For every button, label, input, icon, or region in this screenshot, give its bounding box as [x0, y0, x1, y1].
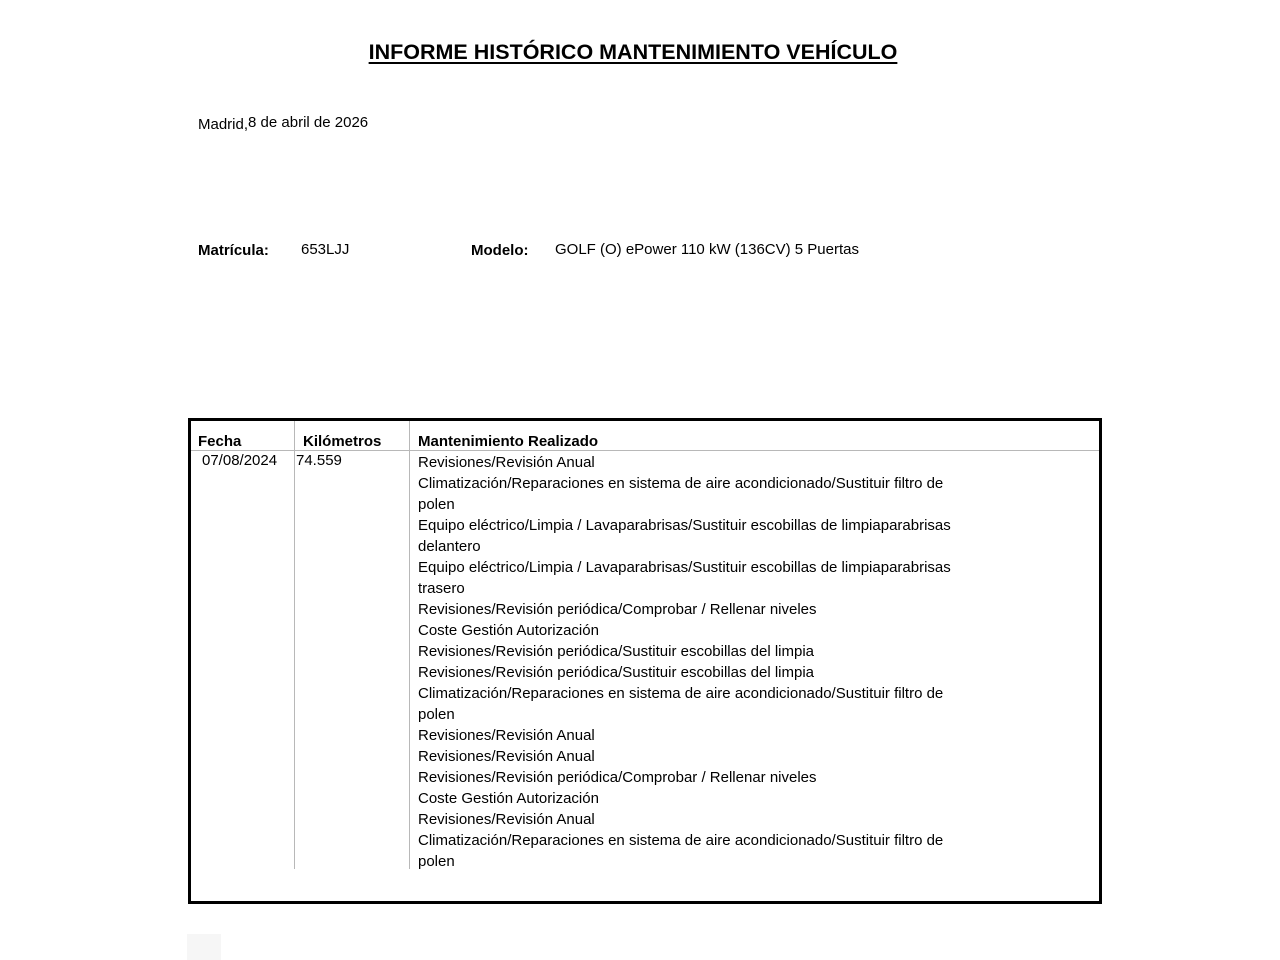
maintenance-line: delantero [418, 538, 481, 555]
column-header-date: Fecha [198, 433, 242, 450]
maintenance-line: Climatización/Reparaciones en sistema de aire acondicionado/Sustituir filtro de [418, 685, 944, 702]
maintenance-line: Revisiones/Revisión periódica/Comprobar / Rellenar niveles [418, 769, 817, 786]
model-value: GOLF (O) ePower 110 kW (136CV) 5 Puertas [555, 241, 859, 258]
maintenance-line: polen [418, 853, 455, 870]
maintenance-line: Climatización/Reparaciones en sistema de aire acondicionado/Sustituir filtro de [418, 475, 944, 492]
maintenance-table [188, 418, 1102, 904]
table-header-divider [191, 450, 1099, 451]
column-header-km: Kilómetros [303, 433, 382, 450]
maintenance-line: polen [418, 706, 455, 723]
plate-value: 653LJJ [301, 241, 350, 258]
report-date-line [198, 114, 368, 131]
maintenance-line: Climatización/Reparaciones en sistema de aire acondicionado/Sustituir filtro de [418, 832, 944, 849]
maintenance-line: trasero [418, 580, 465, 597]
page-corner-mark [187, 934, 221, 960]
column-header-maintenance: Mantenimiento Realizado [418, 433, 599, 450]
maintenance-line: Revisiones/Revisión Anual [418, 811, 595, 828]
maintenance-line: Coste Gestión Autorización [418, 790, 599, 807]
plate-label: Matrícula: [198, 242, 269, 259]
maintenance-line: Revisiones/Revisión periódica/Sustituir escobillas del limpia [418, 643, 815, 660]
maintenance-line: polen [418, 496, 455, 513]
maintenance-line: Equipo eléctrico/Limpia / Lavaparabrisas/Sustituir escobillas de limpiaparabrisas [418, 517, 951, 534]
column-divider-km [409, 421, 410, 869]
maintenance-line: Revisiones/Revisión Anual [418, 727, 595, 744]
column-divider-date [294, 421, 295, 869]
maintenance-line: Coste Gestión Autorización [418, 622, 599, 639]
maintenance-line: Revisiones/Revisión periódica/Sustituir escobillas del limpia [418, 664, 815, 681]
model-label: Modelo: [471, 242, 529, 259]
report-date: 8 de abril de 2026 [248, 114, 369, 131]
row-date: 07/08/2024 [202, 452, 278, 469]
maintenance-line: Revisiones/Revisión Anual [418, 454, 595, 471]
maintenance-line: Revisiones/Revisión Anual [418, 748, 595, 765]
report-title: INFORME HISTÓRICO MANTENIMIENTO VEHÍCULO [368, 40, 898, 64]
maintenance-line: Revisiones/Revisión periódica/Comprobar / Rellenar niveles [418, 601, 817, 618]
report-city: Madrid, [198, 116, 249, 133]
maintenance-line: Equipo eléctrico/Limpia / Lavaparabrisas/Sustituir escobillas de limpiaparabrisas [418, 559, 951, 576]
maintenance-list [418, 452, 1018, 872]
row-km: 74.559 [296, 452, 342, 469]
